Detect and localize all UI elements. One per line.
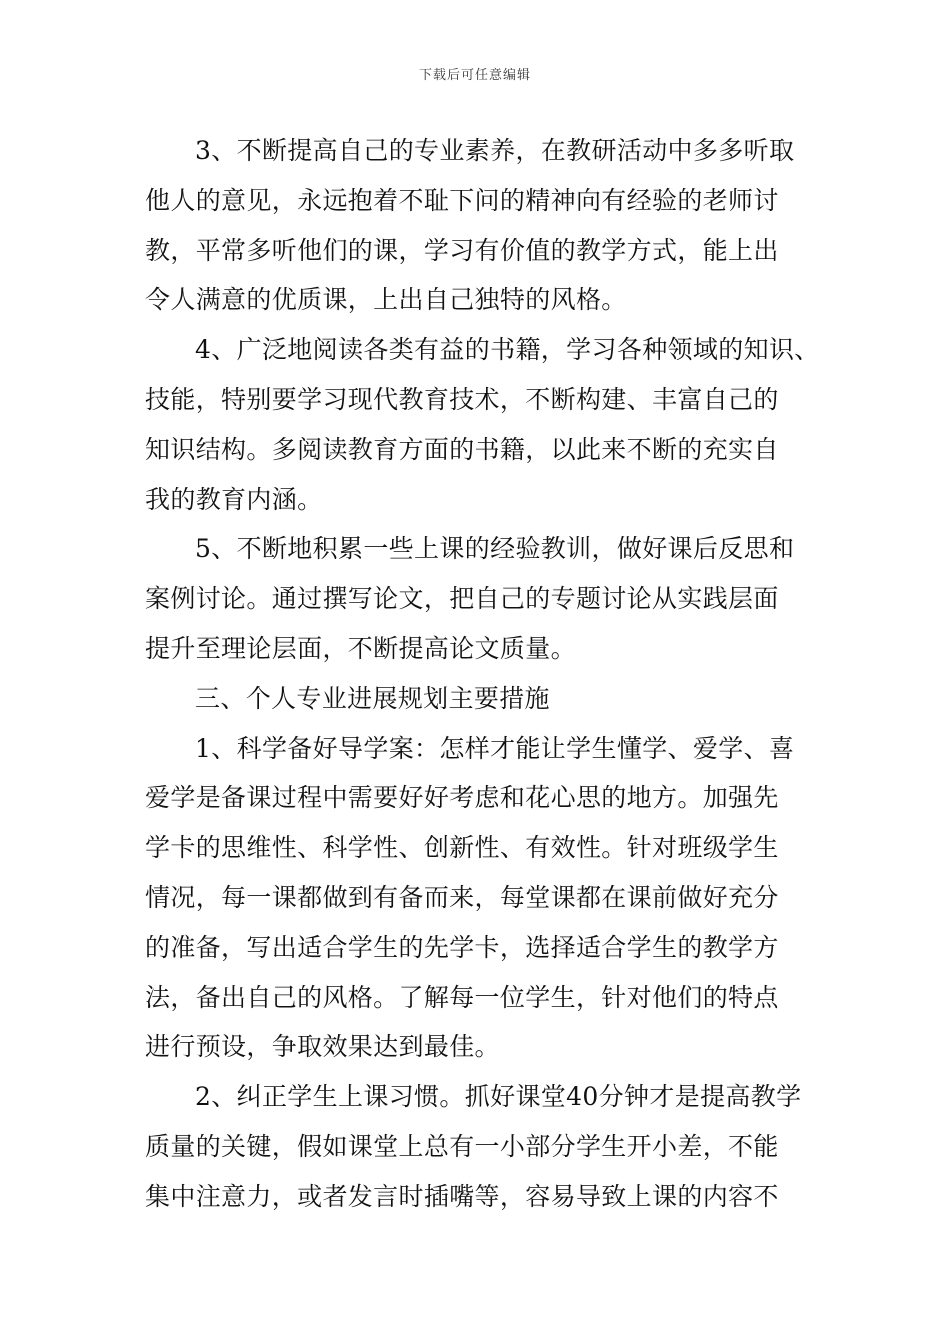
text-line: 技能，特别要学习现代教育技术，不断构建、丰富自己的 <box>145 384 779 414</box>
text-line: 学卡的思维性、科学性、创新性、有效性。针对班级学生 <box>145 833 779 863</box>
text-line: 情况，每一课都做到有备而来，每堂课都在课前做好充分 <box>145 882 779 912</box>
text-line: 集中注意力，或者发言时插嘴等，容易导致上课的内容不 <box>145 1181 779 1211</box>
text-line: 我的教育内涵。 <box>145 484 323 514</box>
body-text <box>145 126 820 1222</box>
page-header: 下载后可任意编辑 <box>418 68 531 83</box>
text-line: 教，平常多听他们的课，学习有价值的教学方式，能上出 <box>145 235 779 265</box>
text-line: 令人满意的优质课，上出自己独特的风格。 <box>145 285 627 315</box>
text-line: 1、科学备好导学案：怎样才能让学生懂学、爱学、喜 <box>195 733 795 763</box>
text-line: 知识结构。多阅读教育方面的书籍，以此来不断的充实自 <box>145 434 779 464</box>
text-line: 5、不断地积累一些上课的经验教训，做好课后反思和 <box>195 534 795 564</box>
text-line: 的准备，写出适合学生的先学卡，选择适合学生的教学方 <box>145 932 779 962</box>
text-line: 爱学是备课过程中需要好好考虑和花心思的地方。加强先 <box>145 783 779 813</box>
text-line: 他人的意见，永远抱着不耻下问的精神向有经验的老师讨 <box>145 185 779 215</box>
text-line: 案例讨论。通过撰写论文，把自己的专题讨论从实践层面 <box>145 584 779 614</box>
text-line: 4、广泛地阅读各类有益的书籍，学习各种领域的知识、 <box>195 335 820 365</box>
text-line: 3、不断提高自己的专业素养，在教研活动中多多听取 <box>195 136 795 165</box>
text-line: 进行预设，争取效果达到最佳。 <box>145 1032 500 1062</box>
section-heading: 三、个人专业进展规划主要措施 <box>195 683 550 713</box>
text-line: 2、纠正学生上课习惯。抓好课堂40分钟才是提高教学 <box>195 1082 802 1112</box>
text-line: 法，备出自己的风格。了解每一位学生，针对他们的特点 <box>145 982 779 1012</box>
text-line: 质量的关键，假如课堂上总有一小部分学生开小差，不能 <box>145 1131 779 1161</box>
text-line: 提升至理论层面，不断提高论文质量。 <box>145 633 576 663</box>
